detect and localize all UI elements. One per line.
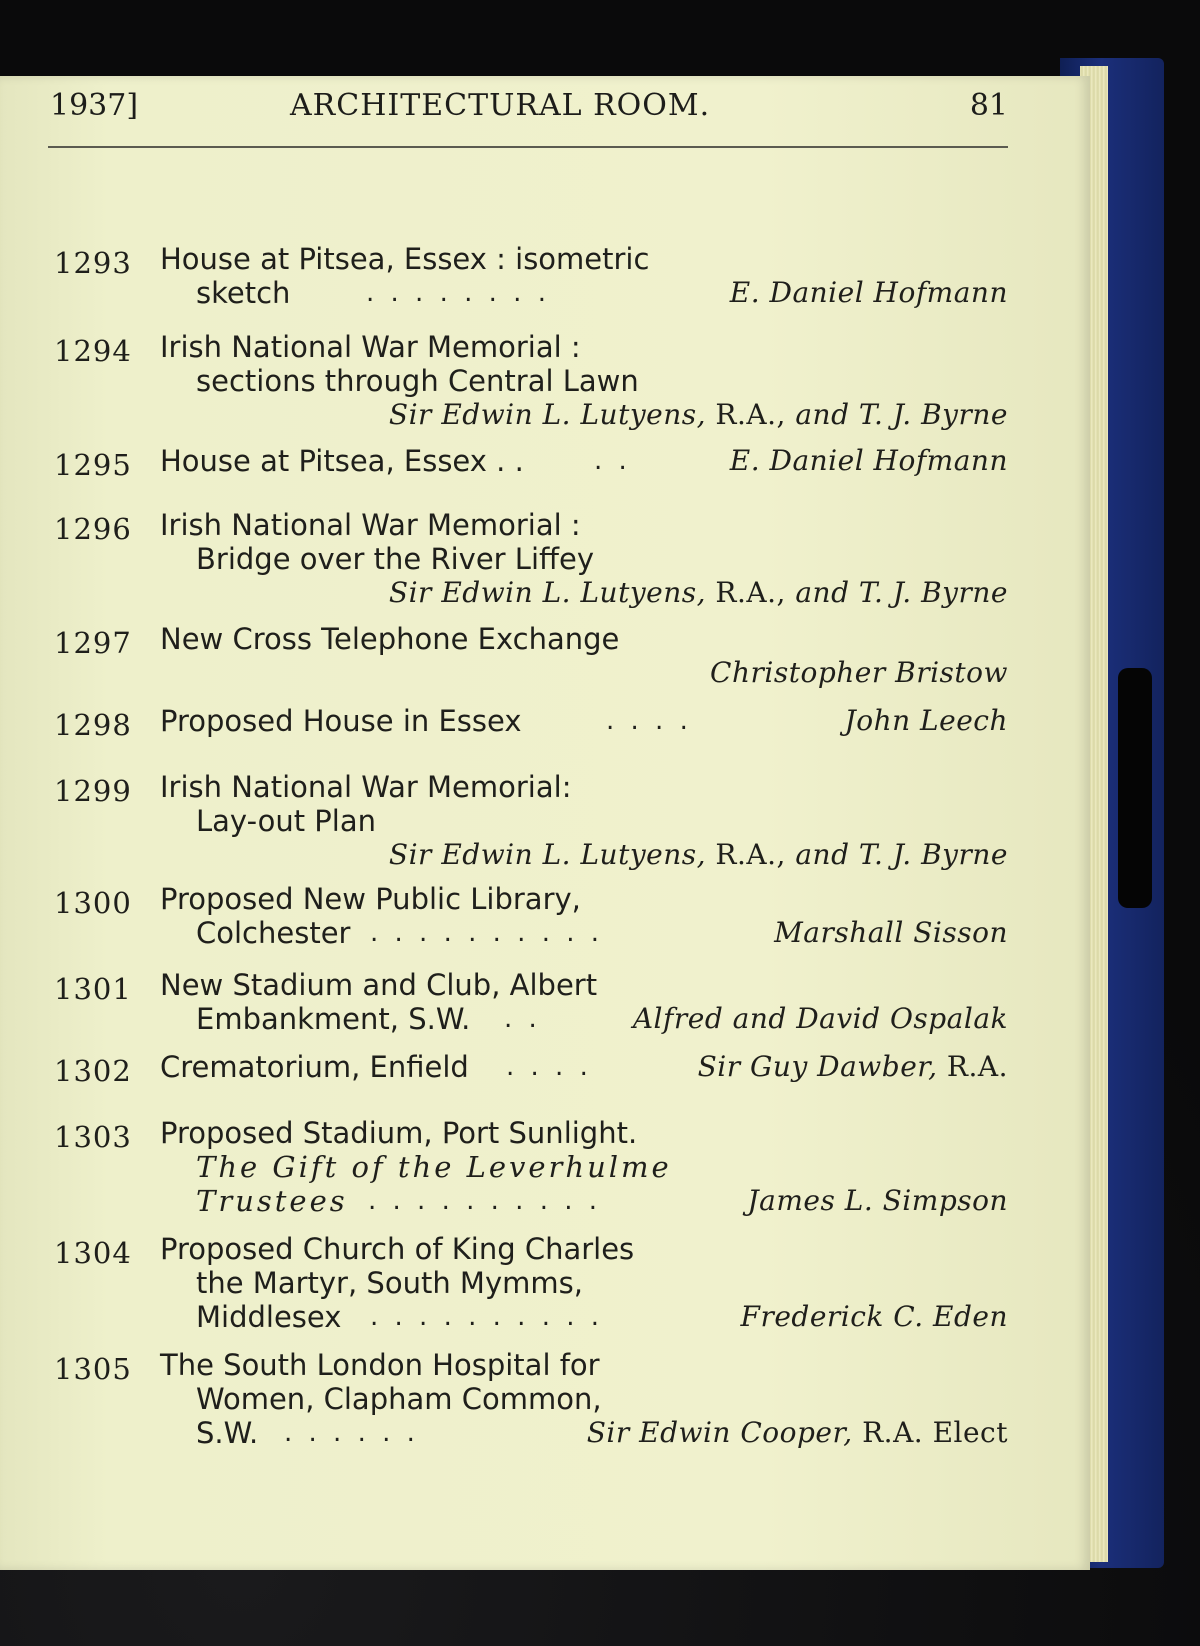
entry-number: 1297 bbox=[54, 626, 132, 660]
entry-number: 1302 bbox=[54, 1054, 132, 1088]
entry-title: Proposed Church of King Charles bbox=[160, 1232, 635, 1266]
page-clip bbox=[1118, 668, 1152, 908]
architect-honours: R.A. Elect bbox=[852, 1416, 1008, 1449]
entry-architect bbox=[389, 398, 1008, 432]
dot-leaders: . . bbox=[594, 446, 631, 476]
entry-title-cont: Women, Clapham Common, bbox=[196, 1382, 602, 1416]
entry-number: 1304 bbox=[54, 1236, 132, 1270]
dot-leaders: . . bbox=[504, 1004, 541, 1034]
entry-number: 1301 bbox=[54, 972, 132, 1006]
header-rule bbox=[48, 146, 1008, 148]
architect-name: James L. Simpson bbox=[747, 1184, 1008, 1217]
entry-title: The South London Hospital for bbox=[160, 1348, 600, 1382]
entry-title-cont: Trustees bbox=[196, 1184, 348, 1218]
entry-architect bbox=[587, 1416, 1008, 1450]
entry-number: 1295 bbox=[54, 448, 132, 482]
dot-leaders: . . . . bbox=[606, 706, 692, 736]
page-number: 81 bbox=[969, 88, 1008, 123]
architect-honours: R.A., bbox=[706, 398, 796, 431]
entry-architect bbox=[774, 916, 1008, 950]
entry-number: 1303 bbox=[54, 1120, 132, 1154]
entry-architect bbox=[730, 444, 1008, 478]
entry-number: 1296 bbox=[54, 512, 132, 546]
entry-title-cont: Embankment, S.W. bbox=[196, 1002, 471, 1036]
entry-title: House at Pitsea, Essex . . bbox=[160, 444, 524, 478]
architect-name: Marshall Sisson bbox=[774, 916, 1008, 949]
entry-number: 1298 bbox=[54, 708, 132, 742]
dot-leaders: . . . . bbox=[506, 1052, 592, 1082]
entry-architect bbox=[389, 576, 1008, 610]
entry-architect bbox=[633, 1002, 1008, 1036]
architect-name: Frederick C. Eden bbox=[740, 1300, 1008, 1333]
entry-title: Proposed Stadium, Port Sunlight. bbox=[160, 1116, 638, 1150]
architect-name: John Leech bbox=[844, 704, 1008, 737]
architect-honours: R.A. bbox=[937, 1050, 1008, 1083]
entry-architect bbox=[747, 1184, 1008, 1218]
entry-title: Proposed New Public Library, bbox=[160, 882, 581, 916]
dot-leaders: . . . . . . . . . . bbox=[368, 1186, 602, 1216]
dot-leaders: . . . . . . . . . . bbox=[370, 918, 604, 948]
running-head bbox=[48, 88, 1008, 128]
architect-honours: R.A., bbox=[706, 838, 796, 871]
architect-name: Sir Edwin Cooper, bbox=[586, 1416, 853, 1449]
entry-title: Proposed House in Essex bbox=[160, 704, 522, 738]
architect-partner: and T. J. Byrne bbox=[795, 398, 1008, 431]
entry-title-cont: Middlesex bbox=[196, 1300, 342, 1334]
architect-name: Sir Edwin L. Lutyens, bbox=[388, 398, 707, 431]
entry-architect bbox=[698, 1050, 1008, 1084]
architect-name: Sir Guy Dawber, bbox=[697, 1050, 938, 1083]
dot-leaders: . . . . . . . . bbox=[366, 278, 550, 308]
entry-number: 1300 bbox=[54, 886, 132, 920]
entry-title: Irish National War Memorial : bbox=[160, 330, 581, 364]
architect-honours: R.A., bbox=[706, 576, 796, 609]
entry-title-cont: S.W. bbox=[196, 1416, 259, 1450]
entry-title-cont: Colchester bbox=[196, 916, 351, 950]
dot-leaders: . . . . . . . . . . bbox=[370, 1302, 604, 1332]
architect-name: Alfred and David Ospalak bbox=[632, 1002, 1008, 1035]
entry-title-cont: sections through Central Lawn bbox=[196, 364, 639, 398]
entry-title: Crematorium, Enfield bbox=[160, 1050, 469, 1084]
architect-name: Sir Edwin L. Lutyens, bbox=[388, 576, 707, 609]
architect-name: E. Daniel Hofmann bbox=[729, 276, 1008, 309]
architect-name: Sir Edwin L. Lutyens, bbox=[388, 838, 707, 871]
entry-title-cont: sketch bbox=[196, 276, 291, 310]
entry-title: New Stadium and Club, Albert bbox=[160, 968, 598, 1002]
architect-partner: and T. J. Byrne bbox=[795, 838, 1008, 871]
entry-title-cont: Lay-out Plan bbox=[196, 804, 376, 838]
entry-title: House at Pitsea, Essex : isometric bbox=[160, 242, 650, 276]
entry-architect bbox=[730, 276, 1008, 310]
architect-name: Christopher Bristow bbox=[710, 656, 1008, 689]
entry-title-cont: The Gift of the Leverhulme bbox=[196, 1150, 672, 1184]
entry-number: 1293 bbox=[54, 246, 132, 280]
entry-title: New Cross Telephone Exchange bbox=[160, 622, 620, 656]
page-title: ARCHITECTURAL ROOM. bbox=[290, 88, 711, 123]
entry-number: 1299 bbox=[54, 774, 132, 808]
entry-number: 1294 bbox=[54, 334, 132, 368]
architect-partner: and T. J. Byrne bbox=[795, 576, 1008, 609]
dot-leaders: . . . . . . bbox=[284, 1418, 419, 1448]
entry-architect bbox=[845, 704, 1009, 738]
entry-architect bbox=[710, 656, 1008, 690]
entry-title: Irish National War Memorial : bbox=[160, 508, 581, 542]
header-year: 1937] bbox=[50, 88, 139, 123]
entry-title-cont: Bridge over the River Liffey bbox=[196, 542, 594, 576]
entry-number: 1305 bbox=[54, 1352, 132, 1386]
entry-architect bbox=[741, 1300, 1008, 1334]
architect-name: E. Daniel Hofmann bbox=[729, 444, 1008, 477]
entry-title: Irish National War Memorial: bbox=[160, 770, 572, 804]
entry-architect bbox=[389, 838, 1008, 872]
entry-title-cont: the Martyr, South Mymms, bbox=[196, 1266, 583, 1300]
